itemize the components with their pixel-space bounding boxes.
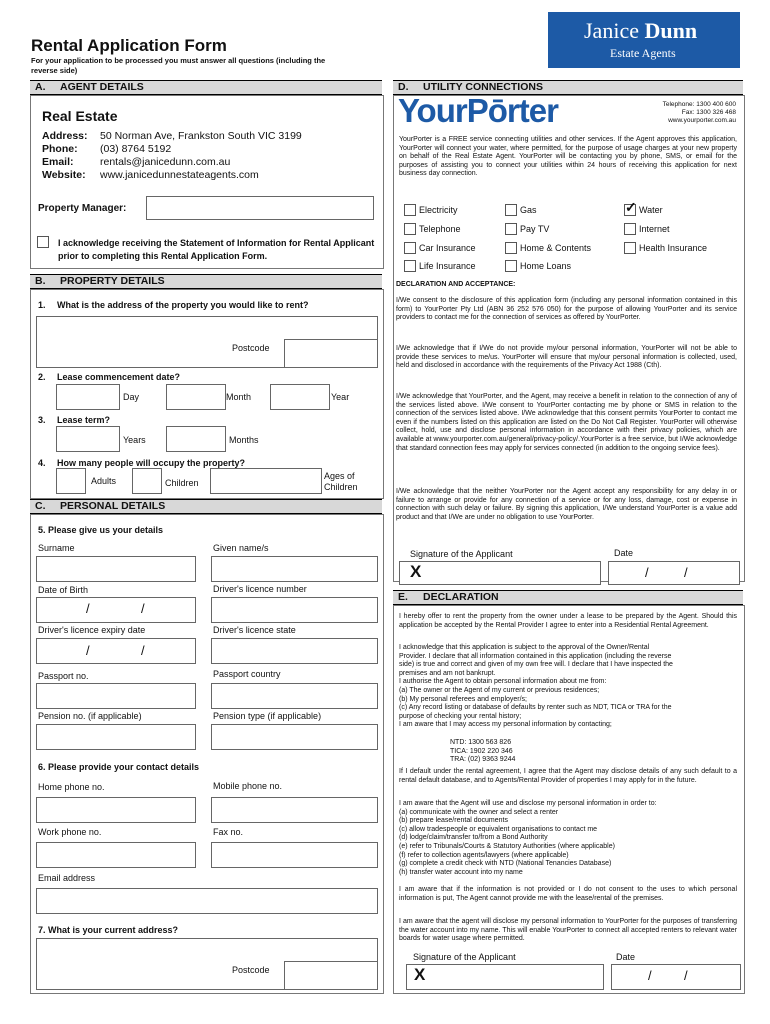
acknowledge-paragraph-2: I/We acknowledge that YourPorter, and the Agent, may receive a benefit in relation to the connection of any of the services listed above. I/We consent to YourPorter contacting me by phone or SMS in relation to the connection of the services listed above. I/We acknowledge that this consent permits YourPorter to contact me even if the numbers listed on this application are listed on the Do Not Call Register. YourPorter will otherwise collect, hold, use and disclose personal information in accordance with their privacy policies, which are available at www.yourporter.com.au/general/privacy-policy/.YourPorter is a free service, but I/We acknowledge that standard connection fees may apply for services connected (in addition to the ongoing service fees). (396, 393, 737, 452)
q7-text: 7. What is your current address? (38, 925, 179, 935)
declaration-approval-block (399, 644, 739, 730)
q2-text: Lease commencement date? (57, 372, 181, 382)
section-e-letter: E. (398, 591, 408, 603)
children-label: Children (165, 478, 199, 488)
given-names-field[interactable] (211, 556, 378, 582)
q4-text: How many people will occupy the property? (57, 458, 246, 468)
months-label: Months (229, 435, 259, 445)
section-b-title: PROPERTY DETAILS (60, 275, 165, 287)
consent-paragraph: I/We consent to the disclosure of this application form (including any personal information contained in this form) to YourPorter Pty Ltd (ABN 36 252 576 050) for the purpose of allowing YourPorter and its service providers to contact me for the connection of services as offered by YourPorter. (396, 297, 737, 322)
approval-line: side) is true and correct and given of my own free will. I declare that I have inspected the (399, 661, 673, 669)
logo-subtitle: Estate Agents (610, 46, 676, 60)
mobile-phone-field[interactable] (211, 797, 378, 823)
section-c-header (30, 499, 382, 514)
service-checkbox-telephone[interactable] (404, 223, 416, 235)
acknowledge-checkbox[interactable] (37, 236, 49, 248)
lease-day-field[interactable] (56, 384, 120, 410)
declaration-acceptance-heading: DECLARATION AND ACCEPTANCE: (396, 281, 516, 288)
service-label-water: Water (639, 205, 663, 215)
uses-line: (f) refer to collection agents/lawyers (where applicable) (399, 851, 569, 859)
water-transfer-paragraph: I am aware that the agent will disclose my personal information to YourPorter for the purposes of transferring the water account into my name. This will enable YourPorter to connect all accepted renters to relevant water boards for water usage where permitted. (399, 918, 737, 943)
approval-line: (c) Any record listing or database of defaults by renter such as NDT, TICA or TRA for the (399, 704, 672, 712)
approval-line: (a) The owner or the Agent of my current or previous residences; (399, 686, 600, 694)
work-phone-label: Work phone no. (38, 827, 102, 837)
uses-line: (d) lodge/claim/transfer to/from a Bond Authority (399, 834, 548, 842)
website-label: Website: (42, 169, 86, 181)
lease-month-field[interactable] (166, 384, 226, 410)
service-checkbox-home-contents[interactable] (505, 242, 517, 254)
property-postcode-label: Postcode (232, 343, 270, 353)
service-checkbox-health-insurance[interactable] (624, 242, 636, 254)
checkmark-icon: ✓ (625, 199, 637, 215)
q1-number: 1. (38, 300, 46, 310)
uses-line: (g) complete a credit check with NTD (National Tenancies Database) (399, 860, 612, 868)
dob-label: Date of Birth (38, 585, 89, 595)
lease-term-years-field[interactable] (56, 426, 120, 452)
uses-line: (h) transfer water account into my name (399, 868, 523, 876)
website-value: www.janicedunnestateagents.com (100, 169, 259, 181)
approval-line: I acknowledge that this application is subject to the approval of the Owner/Rental (399, 644, 650, 651)
declaration-date-slash-1: / (648, 968, 652, 983)
current-postcode-field[interactable] (284, 961, 378, 990)
yourporter-website: www.yourporter.com.au (668, 117, 736, 124)
approval-line: I am aware that I may access my personal information by contacting; (399, 721, 612, 729)
licence-expiry-field[interactable] (36, 638, 196, 664)
service-checkbox-internet[interactable] (624, 223, 636, 235)
non-consent-paragraph: I am aware that if the information is not provided or I do not consent to the uses to which personal information is put, The Agent cannot provide me with the lease/rental of the premises. (399, 886, 737, 902)
q2-number: 2. (38, 372, 46, 382)
declaration-offer-paragraph: I hereby offer to rent the property from the owner under a lease to be prepared by the Agent. Should this application be accepted by the Rental Provider I agree to enter into a Residential Rental Agreement. (399, 613, 737, 629)
work-phone-field[interactable] (36, 842, 196, 868)
service-checkbox-electricity[interactable] (404, 204, 416, 216)
declaration-date-slash-2: / (684, 968, 688, 983)
licence-expiry-label: Driver's licence expiry date (38, 625, 146, 635)
property-manager-field[interactable] (146, 196, 374, 220)
utility-date-slash-1: / (645, 565, 649, 580)
email-address-label: Email address (38, 873, 96, 883)
form-subtitle: For your application to be processed you must answer all questions (including the reverse side) (31, 56, 326, 75)
uses-line: (e) refer to Tribunals/Courts & Statutory Authorities (where applicable) (399, 842, 615, 850)
declaration-signature-label: Signature of the Applicant (413, 952, 516, 962)
ages-of-children-field[interactable] (210, 468, 322, 494)
tica-contact: TICA: 1902 220 346 (450, 747, 513, 755)
lease-term-months-field[interactable] (166, 426, 226, 452)
section-c-title: PERSONAL DETAILS (60, 500, 166, 512)
service-label-telephone: Telephone (419, 224, 461, 234)
declaration-date-label: Date (616, 952, 636, 962)
home-phone-label: Home phone no. (38, 782, 105, 792)
section-a-letter: A. (35, 81, 46, 93)
agency-name: Real Estate (42, 108, 118, 124)
q4-number: 4. (38, 458, 46, 468)
utility-date-label: Date (614, 548, 634, 558)
address-value: 50 Norman Ave, Frankston South VIC 3199 (100, 130, 302, 142)
phone-label: Phone: (42, 143, 78, 155)
service-checkbox-home-loans[interactable] (505, 260, 517, 272)
passport-country-label: Passport country (213, 669, 281, 679)
expiry-slash-1: / (86, 643, 90, 658)
section-c-letter: C. (35, 500, 46, 512)
email-address-field[interactable] (36, 888, 378, 914)
section-b-header (30, 274, 382, 289)
section-a-header (30, 80, 382, 95)
uses-line: I am aware that the Agent will use and disclose my personal information in order to: (399, 800, 657, 807)
q3-text: Lease term? (57, 415, 111, 425)
section-a-title: AGENT DETAILS (60, 81, 144, 93)
logo-last-name: Dunn (644, 18, 698, 43)
service-label-internet: Internet (639, 224, 670, 234)
uses-line: (b) prepare lease/rental documents (399, 817, 508, 825)
adults-label: Adults (91, 476, 117, 486)
dob-slash-1: / (86, 601, 90, 616)
email-value: rentals@janicedunn.com.au (100, 156, 231, 168)
pension-no-label: Pension no. (if applicable) (38, 711, 142, 721)
service-checkbox-life-insurance[interactable] (404, 260, 416, 272)
years-label: Years (123, 435, 146, 445)
yourporter-intro: YourPorter is a FREE service connecting utilities and other services. If the Agent approves this application, YourPorter will connect your water, where permitted, for the purpose of usage charges at your new property on behalf of the Real Estate Agent. YourPorter will be contacting you by phone, SMS, or email for the purposes of assisting you to connect your utilities within 24 hours of receiving this application for next business day connection. (399, 136, 737, 178)
yourporter-fax: Fax: 1300 326 468 (681, 109, 736, 116)
licence-state-field[interactable] (211, 638, 378, 664)
lease-year-field[interactable] (270, 384, 330, 410)
section-e-header (393, 590, 743, 605)
uses-list (399, 800, 739, 877)
service-label-health-insurance: Health Insurance (639, 243, 708, 253)
database-contacts (450, 739, 515, 765)
agent-contact-block (42, 130, 302, 182)
service-label-life-insurance: Life Insurance (419, 261, 476, 271)
service-label-home-contents: Home & Contents (520, 243, 592, 253)
service-label-home-loans: Home Loans (520, 261, 572, 271)
utility-signature-field[interactable] (399, 561, 601, 585)
logo-name (584, 18, 697, 44)
expiry-slash-2: / (141, 643, 145, 658)
q6-text: 6. Please provide your contact details (38, 762, 200, 772)
logo-first-name: Janice (584, 18, 639, 43)
uses-line: (a) communicate with the owner and select a renter (399, 808, 559, 816)
service-label-gas: Gas (520, 205, 537, 215)
declaration-signature-field[interactable] (406, 964, 604, 990)
dob-slash-2: / (141, 601, 145, 616)
licence-state-label: Driver's licence state (213, 625, 296, 635)
ntd-contact: NTD: 1300 563 826 (450, 739, 512, 746)
yourporter-phone: Telephone: 1300 400 600 (662, 101, 736, 108)
year-label: Year (331, 392, 350, 402)
fax-label: Fax no. (213, 827, 244, 837)
service-checkbox-gas[interactable] (505, 204, 517, 216)
email-label: Email: (42, 156, 74, 168)
declaration-signature-x: X (414, 965, 426, 984)
section-d-title: UTILITY CONNECTIONS (423, 81, 543, 93)
pension-type-label: Pension type (if applicable) (213, 711, 322, 721)
ages-of-children-label: Ages of Children (324, 471, 358, 492)
pension-type-field[interactable] (211, 724, 378, 750)
tra-contact: TRA: (02) 9363 9244 (450, 756, 516, 764)
service-label-pay-tv: Pay TV (520, 224, 550, 234)
mobile-phone-label: Mobile phone no. (213, 781, 283, 791)
utility-signature-x: X (410, 562, 422, 581)
licence-number-label: Driver's licence number (213, 584, 307, 594)
utility-date-field[interactable] (608, 561, 740, 585)
section-b-letter: B. (35, 275, 46, 287)
current-postcode-label: Postcode (232, 965, 270, 975)
section-d-letter: D. (398, 81, 409, 93)
service-checkbox-water[interactable] (624, 199, 637, 216)
home-phone-field[interactable] (36, 797, 196, 823)
property-manager-label: Property Manager: (38, 203, 127, 214)
section-e-title: DECLARATION (423, 591, 499, 603)
service-label-electricity: Electricity (419, 205, 458, 215)
passport-no-field[interactable] (36, 683, 196, 709)
uses-line: (c) allow tradespeople or equivalent organisations to contact me (399, 825, 598, 833)
declaration-date-field[interactable] (611, 964, 741, 990)
day-label: Day (123, 392, 140, 402)
acknowledge-paragraph-3: I/We acknowledge that the neither YourPorter nor the Agent accept any responsibility for any delay in or failure to arrange or provide for any connection of a service or for any loss, damage, cost or expense in connection with such delay or failure. By signing this application, I/We understand YourPorter is a value add product and that I/We are under no obligation to use YourPorter. (396, 488, 737, 521)
approval-line: Provider. I declare that all information contained in this application (including the reverse (399, 652, 672, 660)
given-names-label: Given name/s (213, 543, 269, 553)
janice-dunn-logo (548, 12, 740, 68)
month-label: Month (226, 392, 252, 402)
service-label-car-insurance: Car Insurance (419, 243, 476, 253)
approval-line: purpose of checking your rental history; (399, 712, 522, 720)
utility-date-slash-2: / (684, 565, 688, 580)
surname-label: Surname (38, 543, 75, 553)
approval-line: I authorise the Agent to obtain personal information about me from: (399, 678, 607, 686)
address-label: Address: (42, 130, 88, 142)
acknowledge-paragraph-1: I/We acknowledge that if I/We do not provide my/our personal information, YourPorter will not be able to provide these services to me/us. YourPorter will ensure that my/our personal information is collected, used, held and disclosed in accordance with the requirements of the Privacy Act 1988 (Cth). (396, 345, 737, 370)
q3-number: 3. (38, 415, 46, 425)
utility-signature-label: Signature of the Applicant (410, 549, 513, 559)
fax-field[interactable] (211, 842, 378, 868)
adults-count-field[interactable] (56, 468, 86, 494)
yourporter-logo: YourPōrter (398, 92, 558, 129)
acknowledge-text: I acknowledge receiving the Statement of Information for Rental Applicant prior to completing this Rental Application Form. (58, 238, 375, 261)
yourporter-contact (590, 101, 736, 125)
service-checkbox-pay-tv[interactable] (505, 223, 517, 235)
children-count-field[interactable] (132, 468, 162, 494)
approval-line: (b) My personal referees and employer/s; (399, 695, 527, 703)
q5-text: 5. Please give us your details (38, 525, 164, 535)
passport-country-field[interactable] (211, 683, 378, 709)
form-title: Rental Application Form (31, 36, 227, 55)
passport-no-label: Passport no. (38, 671, 89, 681)
default-paragraph: If I default under the rental agreement, I agree that the Agent may disclose details of any such default to a rental default database, and to Agents/Rental Provider of properties I may apply for in the future. (399, 768, 737, 784)
q1-text: What is the address of the property you would like to rent? (57, 300, 309, 310)
approval-line: premises and am not bankrupt. (399, 669, 496, 677)
surname-field[interactable] (36, 556, 196, 582)
phone-value: (03) 8764 5192 (100, 143, 172, 155)
licence-number-field[interactable] (211, 597, 378, 623)
property-postcode-field[interactable] (284, 339, 378, 368)
pension-no-field[interactable] (36, 724, 196, 750)
dob-field[interactable] (36, 597, 196, 623)
service-checkbox-car-insurance[interactable] (404, 242, 416, 254)
